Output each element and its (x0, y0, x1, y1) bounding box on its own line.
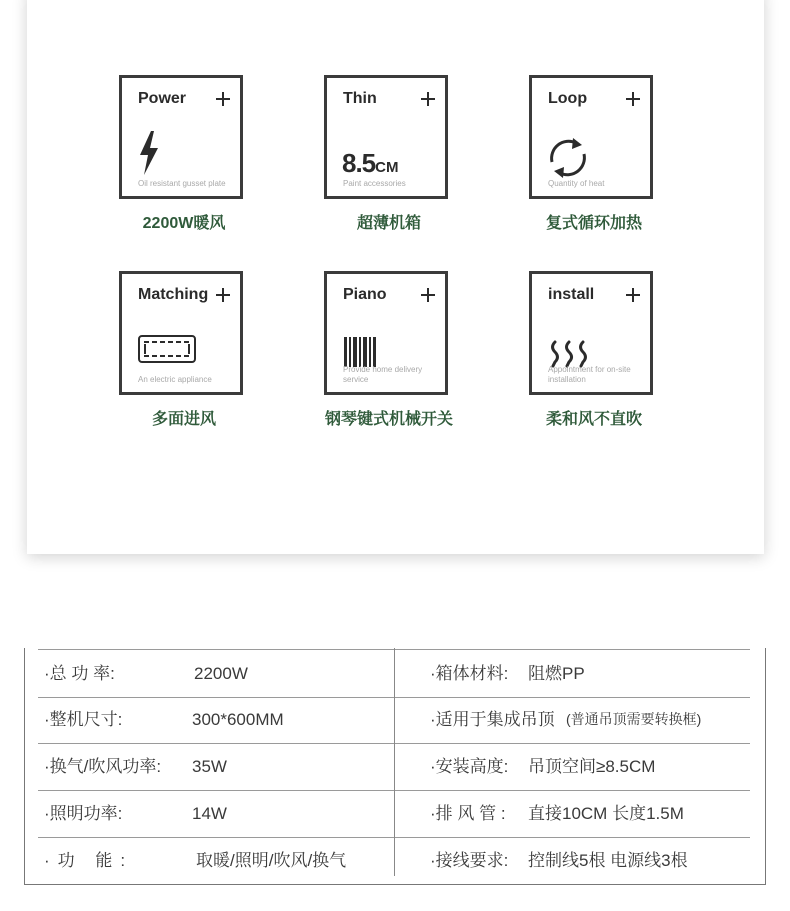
spec-value: 35W (192, 757, 227, 776)
feature-subtitle: Quantity of heat (548, 179, 605, 188)
plus-icon (626, 92, 640, 106)
spec-label: ·接线要求: (430, 851, 509, 870)
spec-value: 300*600MM (192, 710, 284, 729)
plus-icon (421, 288, 435, 302)
spec-label: ·总 功 率: (44, 664, 115, 683)
feature-title: install (548, 286, 595, 303)
piano-keys-icon (344, 337, 376, 367)
feature-title: Thin (343, 90, 377, 107)
feature-subtitle: Paint accessories (343, 179, 406, 188)
feature-box (324, 271, 448, 395)
spec-label: ·整机尺寸: (44, 710, 123, 729)
feature-box (529, 271, 653, 395)
column-divider (394, 648, 395, 876)
spec-label: ·照明功率: (44, 804, 123, 823)
vent-panel-icon (138, 335, 196, 363)
feature-loop (529, 75, 659, 233)
feature-subtitle: Appointment for on-site installation (548, 365, 631, 384)
spec-label: ·换气/吹风功率: (44, 757, 162, 776)
spec-note: (普通吊顶需要转换框) (566, 711, 702, 727)
loop-arrows-icon (546, 136, 590, 180)
spec-label: ·安装高度: (430, 757, 509, 776)
spec-value: 2200W (194, 664, 248, 683)
thickness-value: 8.5CM (342, 148, 399, 178)
spec-value: 直接10CM 长度1.5M (528, 804, 684, 823)
feature-title: Piano (343, 286, 387, 303)
feature-title: Matching (138, 286, 209, 303)
wave-lines-icon (549, 340, 591, 368)
spec-label: ·排 风 管 : (430, 804, 506, 823)
features-card (27, 0, 764, 554)
feature-caption: 钢琴键式机械开关 (324, 411, 453, 428)
feature-title: Loop (548, 90, 588, 107)
plus-icon (421, 92, 435, 106)
feature-install (529, 271, 659, 429)
plus-icon (626, 288, 640, 302)
feature-piano (324, 271, 454, 429)
feature-box (529, 75, 653, 199)
spec-value: 控制线5根 电源线3根 (528, 851, 688, 870)
feature-power (119, 75, 249, 233)
lightning-icon (138, 131, 160, 175)
feature-subtitle: Oil resistant gusset plate (138, 179, 226, 188)
spec-label: ·功 能: (44, 851, 134, 870)
feature-matching (119, 271, 249, 429)
feature-thin (324, 75, 454, 233)
feature-box (324, 75, 448, 199)
spec-label: ·适用于集成吊顶 (430, 710, 555, 729)
feature-subtitle: An electric appliance (138, 375, 212, 384)
spec-table (24, 648, 766, 885)
plus-icon (216, 288, 230, 302)
spec-label: ·箱体材料: (430, 664, 509, 683)
feature-box (119, 75, 243, 199)
feature-caption: 柔和风不直吹 (545, 411, 642, 428)
spec-value: 阻燃PP (528, 664, 585, 683)
feature-subtitle: Provide home delivery service (343, 365, 423, 384)
feature-caption: 2200W暖风 (142, 215, 226, 232)
feature-caption: 超薄机箱 (356, 215, 421, 232)
feature-caption: 复式循环加热 (545, 215, 642, 232)
spec-value: 14W (192, 804, 227, 823)
feature-title: Power (138, 90, 187, 107)
plus-icon (216, 92, 230, 106)
spec-value: 吊顶空间≥8.5CM (528, 757, 656, 776)
feature-box (119, 271, 243, 395)
feature-caption: 多面进风 (151, 411, 216, 428)
spec-value: 取暖/照明/吹风/换气 (196, 851, 347, 870)
